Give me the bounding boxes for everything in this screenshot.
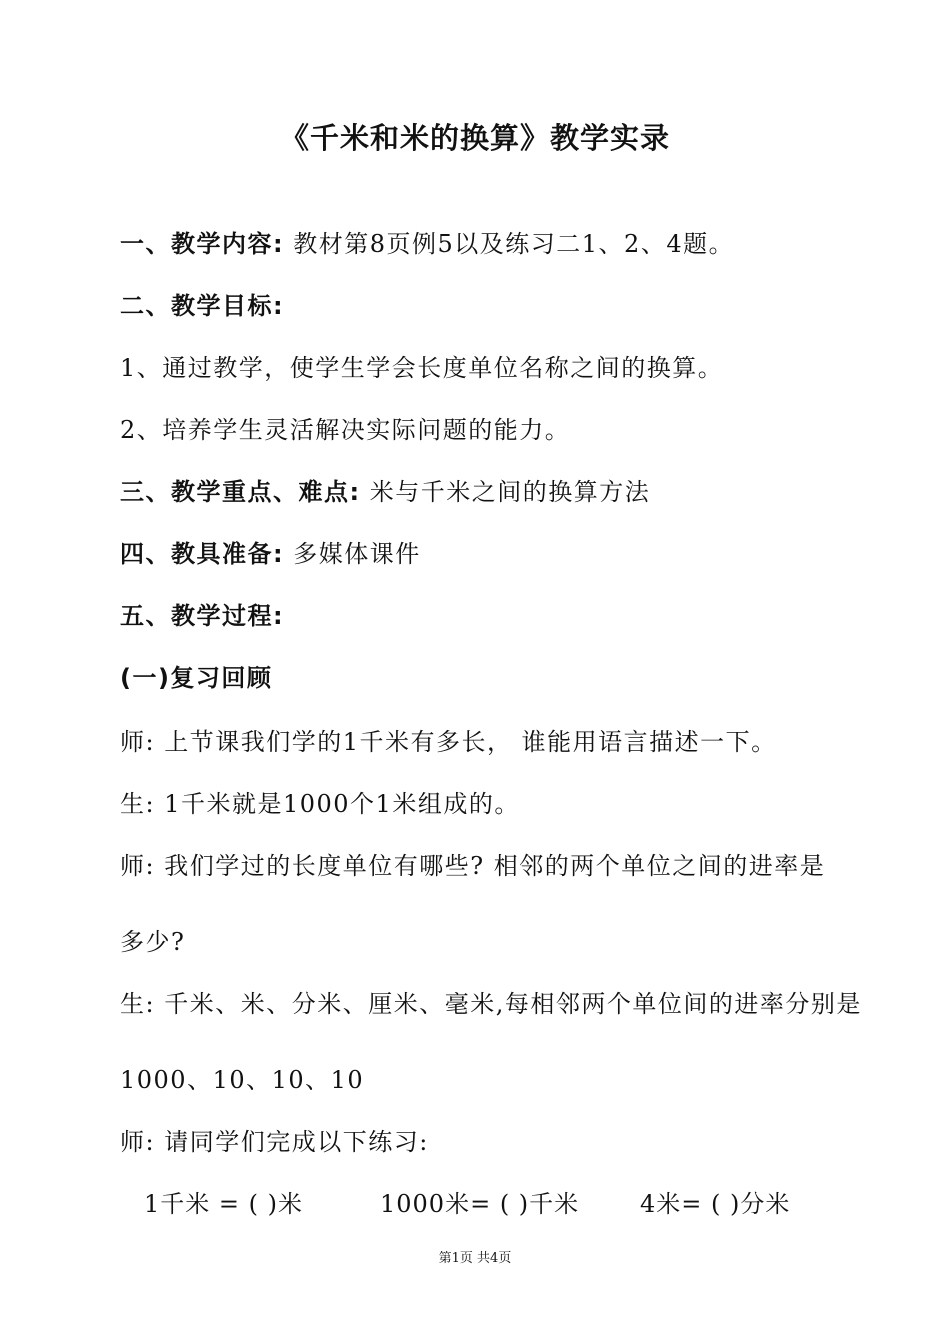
exercise-item: 4米= ( )分米 [640,1190,791,1218]
dialogue-text: 师: 我们学过的长度单位有哪些? 相邻的两个单位之间的进率是 [120,852,826,880]
subsection-review [120,658,272,693]
dialogue-text: 1000、10、10、10 [120,1066,365,1094]
dialogue-text: 多少? [120,928,186,956]
dialogue-line [120,984,862,1019]
dialogue-text: 生: 1千米就是1000个1米组成的。 [120,790,520,818]
subsection-label: (一)复习回顾 [120,664,273,692]
section-text: 教材第8页例5以及练习二1、2、4题。 [293,230,735,258]
section-label: 二、教学目标: [120,292,285,320]
section-teaching-content [120,224,734,259]
goal-text: 1、通过教学，使学生学会长度单位名称之间的换算。 [120,354,724,382]
section-key-points [120,472,650,507]
dialogue-line [120,784,520,819]
dialogue-text: 师: 上节课我们学的1千米有多长， 谁能用语言描述一下。 [120,728,777,756]
page-title: 《千米和米的换算》教学实录 [279,121,670,155]
section-label: 四、教具准备: [120,540,285,568]
goal-item-1 [120,348,723,383]
goal-text: 2、培养学生灵活解决实际问题的能力。 [120,416,571,444]
dialogue-line [120,1122,429,1157]
section-teaching-aids [120,534,421,569]
goal-item-2 [120,410,570,445]
dialogue-text: 师: 请同学们完成以下练习: [120,1128,429,1156]
exercise-item: 1千米 = ( )米 [144,1190,303,1218]
page-footer: 第1页 共4页 [438,1251,512,1266]
dialogue-line [120,846,825,881]
dialogue-text: 生: 千米、米、分米、厘米、毫米,每相邻两个单位间的进率分别是 [120,990,862,1018]
dialogue-line [120,922,185,957]
section-teaching-goals [120,286,284,321]
dialogue-line [120,1060,364,1095]
exercise-item: 1000米= ( )千米 [380,1190,580,1218]
section-text: 米与千米之间的换算方法 [369,478,651,506]
section-text: 多媒体课件 [293,540,421,568]
section-label: 三、教学重点、难点: [120,478,361,506]
section-label: 一、教学内容: [120,230,285,258]
section-teaching-process [120,596,284,631]
section-label: 五、教学过程: [120,602,285,630]
dialogue-line [120,722,777,757]
